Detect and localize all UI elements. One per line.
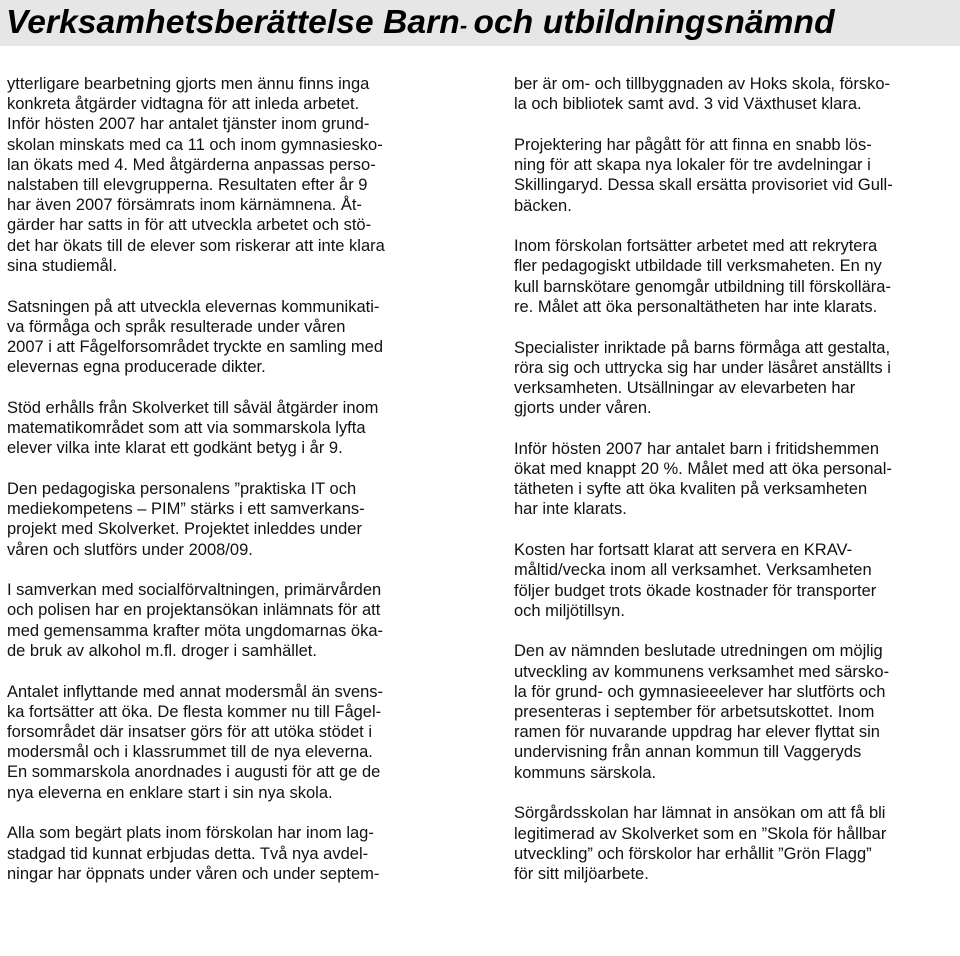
text-line: Inom förskolan fortsätter arbetet med att rekrytera	[514, 237, 878, 256]
text-line: ytterligare bearbetning gjorts men ännu finns inga	[7, 75, 370, 93]
right-column	[514, 74, 954, 905]
text-line: utveckling” och förskolor har erhållit ”Grön Flagg”	[514, 844, 872, 863]
title-dash: -	[459, 13, 474, 38]
text-line: Skillingaryd. Dessa skall ersätta provisoriet vid Gull-	[514, 176, 893, 195]
text-line: Satsningen på att utveckla elevernas kommunikati-	[7, 297, 380, 316]
text-line: bäcken.	[514, 196, 572, 215]
text-line: modersmål och i klassrummet till de nya eleverna.	[7, 743, 373, 762]
paragraph	[7, 682, 447, 803]
text-line: konkreta åtgärder vidtagna för att inleda arbetet.	[7, 95, 360, 114]
text-line: Inför hösten 2007 har antalet barn i fritidshemmen	[514, 439, 880, 458]
text-line: ningar har öppnats under våren och under septem-	[7, 864, 380, 883]
paragraph	[514, 236, 954, 317]
text-line: ramen för nuvarande uppdrag har elever flyttat sin	[514, 723, 880, 742]
text-line: matematikområdet som att via sommarskola lyfta	[7, 419, 366, 438]
text-line: Stöd erhålls från Skolverket till såväl åtgärder inom	[7, 398, 379, 417]
text-line: undervisning från annan kommun till Vaggeryds	[514, 743, 862, 762]
text-line: elever vilka inte klarat ett godkänt betyg i år 9.	[7, 439, 343, 458]
text-line: la för grund- och gymnasieeelever har slutförts och	[514, 682, 886, 701]
text-line: ka fortsätter att öka. De flesta kommer nu till Fågel-	[7, 702, 382, 721]
text-line: Kosten har fortsatt klarat att servera en KRAV-	[514, 541, 853, 560]
text-line: och miljötillsyn.	[514, 601, 625, 620]
text-line: nya eleverna en enklare start i sin nya skola.	[7, 783, 333, 802]
paragraph	[7, 823, 447, 884]
text-line: legitimerad av Skolverket som en ”Skola för hållbar	[514, 824, 887, 843]
left-column	[7, 74, 447, 904]
text-line: gärder har satts in för att utveckla arbetet och stö-	[7, 216, 372, 235]
text-line: I samverkan med socialförvaltningen, primärvården	[7, 581, 382, 600]
text-line: Alla som begärt plats inom förskolan har inom lag-	[7, 824, 374, 843]
text-line: våren och slutförs under 2008/09.	[7, 540, 253, 559]
text-line: har inte klarats.	[514, 500, 627, 519]
text-line: 2007 i att Fågelforsområdet tryckte en samling med	[7, 337, 384, 356]
text-line: skolan minskats med ca 11 och inom gymnasiesko-	[7, 135, 383, 154]
text-line: följer budget trots ökade kostnader för transporter	[514, 581, 877, 600]
paragraph	[514, 338, 954, 419]
paragraph	[7, 297, 447, 378]
paragraph	[7, 398, 447, 459]
paragraph	[7, 580, 447, 661]
text-line: sina studiemål.	[7, 256, 118, 275]
text-line: mediekompetens – PIM” stärks i ett samverkans-	[7, 500, 365, 519]
text-line: fler pedagogiskt utbildade till verksmaheten. En ny	[514, 257, 882, 276]
text-line: och polisen har en projektansökan inlämnats för att	[7, 601, 381, 620]
text-line: va förmåga och språk resulterade under våren	[7, 317, 346, 336]
text-line: de bruk av alkohol m.fl. droger i samhället.	[7, 641, 317, 660]
text-line: stadgad tid kunnat erbjudas detta. Två nya avdel-	[7, 844, 369, 863]
paragraph	[514, 803, 954, 884]
text-line: Den av nämnden beslutade utredningen om möjlig	[514, 642, 883, 661]
text-line: la och bibliotek samt avd. 3 vid Växthuset klara.	[514, 95, 862, 114]
text-line: för sitt miljöarbete.	[514, 865, 649, 883]
text-line: kull barnskötare genomgår utbildning till förskollära-	[514, 277, 891, 296]
paragraph	[514, 135, 954, 216]
text-line: gjorts under våren.	[514, 399, 652, 418]
text-line: ökat med knappt 20 %. Målet med att öka personal-	[514, 460, 892, 479]
text-line: med gemensamma krafter möta ungdomarnas öka-	[7, 621, 384, 640]
paragraph	[7, 479, 447, 560]
text-line: forsområdet där insatser görs för att utöka stödet i	[7, 722, 373, 741]
paragraph	[514, 540, 954, 621]
paragraph	[7, 74, 447, 276]
text-line: projekt med Skolverket. Projektet inleddes under	[7, 520, 362, 539]
text-line: elevernas egna producerade dikter.	[7, 358, 266, 377]
paragraph	[514, 641, 954, 782]
text-line: Inför hösten 2007 har antalet tjänster inom grund-	[7, 115, 370, 134]
text-line: måltid/vecka inom all verksamhet. Verksamheten	[514, 561, 872, 580]
text-line: tätheten i syfte att öka kvaliten på verksamheten	[514, 480, 868, 499]
text-line: kommuns särskola.	[514, 763, 657, 782]
paragraph	[514, 439, 954, 520]
text-line: röra sig och uttrycka sig har under läsåret anställts i	[514, 358, 891, 377]
text-line: utveckling av kommunens verksamhet med särsko-	[514, 662, 890, 681]
text-line: lan ökats med 4. Med åtgärderna anpassas perso-	[7, 155, 376, 174]
text-line: det har ökats till de elever som riskerar att inte klara	[7, 236, 385, 255]
title-rest: och utbildningsnämnd	[473, 4, 835, 41]
text-line: re. Målet att öka personaltätheten har inte klarats.	[514, 297, 878, 316]
text-line: nalstaben till elevgrupperna. Resultaten efter år 9	[7, 176, 368, 195]
paragraph	[514, 74, 954, 114]
text-line: En sommarskola anordnades i augusti för att ge de	[7, 763, 381, 782]
text-line: har även 2007 försämrats inom kärnämnena. Åt-	[7, 196, 362, 215]
text-line: Sörgårdsskolan har lämnat in ansökan om att få bli	[514, 804, 886, 823]
text-line: Den pedagogiska personalens ”praktiska IT och	[7, 479, 357, 498]
text-line: presenteras i september för arbetsutskottet. Inom	[514, 703, 875, 722]
text-line: ber är om- och tillbyggnaden av Hoks skola, försko-	[514, 75, 891, 93]
text-line: Antalet inflyttande med annat modersmål än svens-	[7, 682, 384, 701]
title-main: Verksamhetsberättelse Barn	[6, 4, 460, 41]
document-title	[6, 2, 835, 47]
text-line: verksamheten. Utsällningar av elevarbeten har	[514, 378, 856, 397]
text-line: Projektering har pågått för att finna en snabb lös-	[514, 135, 872, 154]
text-line: Specialister inriktade på barns förmåga att gestalta,	[514, 338, 891, 357]
text-line: ning för att skapa nya lokaler för tre avdelningar i	[514, 156, 871, 175]
